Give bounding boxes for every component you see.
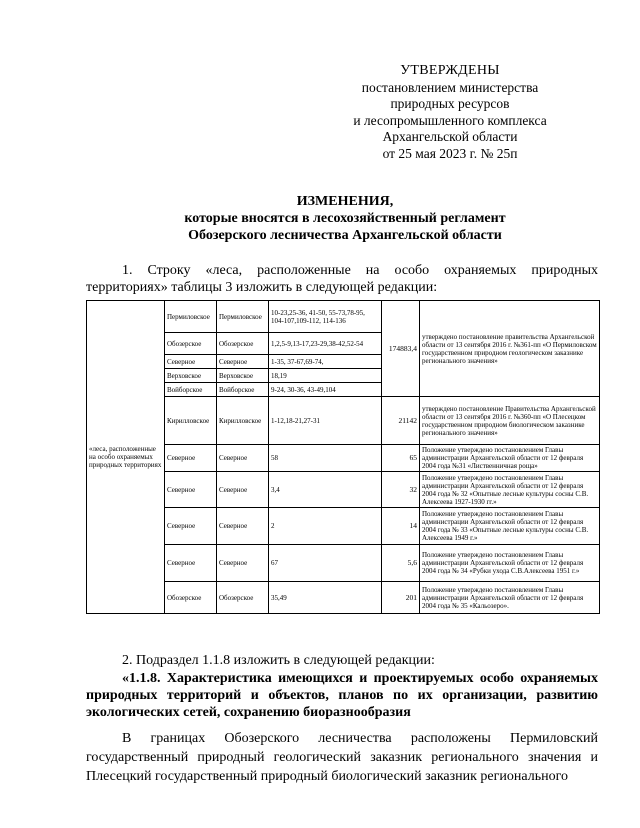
district-cell: Пермиловское xyxy=(217,301,269,333)
forestry-cell: Обозерское xyxy=(165,582,217,614)
quarters-cell: 1-35, 37-67,69-74, xyxy=(269,355,382,369)
district-cell: Обозерское xyxy=(217,582,269,614)
title-line: Обозерского лесничества Архангельской области xyxy=(188,228,502,243)
item-1-text: 1. Строку «леса, расположенные на особо охраняемых природных территориях» таблицы 3 изложить в следующей редакции: xyxy=(86,263,598,295)
forestry-cell: Обозерское xyxy=(165,333,217,355)
forestry-cell: Верховское xyxy=(165,369,217,383)
approval-line: от 25 мая 2023 г. № 25п xyxy=(382,145,518,161)
quarters-cell: 2 xyxy=(269,508,382,545)
area-cell: 5,6 xyxy=(382,545,420,582)
area-cell: 201 xyxy=(382,582,420,614)
basis-cell: Положение утверждено постановлением Главы администрации Архангельской области от 12 февраля 2004 года № 32 «Опытные лесные культуры сосны С.В. Алексеева 1927-1930 гг.» xyxy=(420,472,600,508)
quarters-cell: 35,49 xyxy=(269,582,382,614)
area-cell: 174883,4 xyxy=(382,301,420,397)
quarters-cell: 67 xyxy=(269,545,382,582)
approval-heading: УТВЕРЖДЕНЫ xyxy=(400,63,500,78)
district-cell: Северное xyxy=(217,472,269,508)
area-cell: 14 xyxy=(382,508,420,545)
forestry-cell: Северное xyxy=(165,472,217,508)
forestry-cell: Кирилловское xyxy=(165,397,217,445)
approval-line: Архангельской области xyxy=(382,129,518,144)
basis-cell: утверждено постановление Правительства Архангельской области от 13 сентября 2016 г. №360-пп «О Плесецком государственном природном биологическом заказнике регионального значения» xyxy=(420,397,600,445)
district-cell: Северное xyxy=(217,355,269,369)
regulation-table xyxy=(86,300,600,614)
document-title xyxy=(60,193,630,244)
district-cell: Кирилловское xyxy=(217,397,269,445)
quarters-cell: 9-24, 30-36, 43-49,104 xyxy=(269,383,382,397)
quarters-cell: 1,2,5-9,13-17,23-29,38-42,52-54 xyxy=(269,333,382,355)
body-paragraph: В границах Обозерского лесничества расположены Пермиловский государственный природный геологический заказник регионального значения и Плесецкий государственный природный биологический заказник регионального xyxy=(86,731,598,784)
approval-line: постановлением министерства xyxy=(361,79,539,95)
subsection-heading: «1.1.8. Характеристика имеющихся и проектируемых особо охраняемых природных территорий и объектов, планов по их организации, развитию экологических сетей, сохранению биоразнообразия xyxy=(86,671,598,720)
table-row xyxy=(87,301,600,333)
quarters-cell: 18,19 xyxy=(269,369,382,383)
basis-cell: Положение утверждено постановлением Главы администрации Архангельской области от 12 февраля 2004 года №31 «Лиственничная роща» xyxy=(420,445,600,472)
approval-stamp xyxy=(340,63,560,162)
quarters-cell: 1-12,18-21,27-31 xyxy=(269,397,382,445)
basis-cell: утверждено постановление правительства Архангельской области от 13 сентября 2016 г. №361-пп «О Пермиловском государственном природном геологическом заказнике регионального значения» xyxy=(420,301,600,397)
district-cell: Северное xyxy=(217,445,269,472)
forestry-cell: Пермиловское xyxy=(165,301,217,333)
forestry-cell: Войборское xyxy=(165,383,217,397)
quarters-cell: 3,4 xyxy=(269,472,382,508)
quarters-cell: 58 xyxy=(269,445,382,472)
title-line: ИЗМЕНЕНИЯ, xyxy=(296,194,394,209)
basis-cell: Положение утверждено постановлением Главы администрации Архангельской области от 12 февраля 2004 года № 35 «Кальозеро». xyxy=(420,582,600,614)
quarters-cell: 10-23,25-36, 41-50, 55-73,78-95, 104-107,109-112, 114-136 xyxy=(269,301,382,333)
district-cell: Войборское xyxy=(217,383,269,397)
district-cell: Северное xyxy=(217,545,269,582)
forestry-cell: Северное xyxy=(165,508,217,545)
item-2-text: 2. Подраздел 1.1.8 изложить в следующей редакции: xyxy=(122,653,435,668)
forestry-cell: Северное xyxy=(165,355,217,369)
title-line: которые вносятся в лесохозяйственный регламент xyxy=(184,211,506,226)
forestry-cell: Северное xyxy=(165,445,217,472)
basis-cell: Положение утверждено постановлением Главы администрации Архангельской области от 12 февраля 2004 года № 33 «Опытные лесные культуры сосны С.В. Алексеева 1949 г.» xyxy=(420,508,600,545)
basis-cell: Положение утверждено постановлением Главы администрации Архангельской области от 12 февраля 2004 года № 34 «Рубки ухода С.В.Алексеева 1951 г.» xyxy=(420,545,600,582)
forestry-cell: Северное xyxy=(165,545,217,582)
area-cell: 32 xyxy=(382,472,420,508)
district-cell: Обозерское xyxy=(217,333,269,355)
district-cell: Верховское xyxy=(217,369,269,383)
area-cell: 21142 xyxy=(382,397,420,445)
approval-line: природных ресурсов xyxy=(390,96,510,111)
area-cell: 65 xyxy=(382,445,420,472)
category-cell: «леса, расположенные на особо охраняемых природных территориях xyxy=(87,301,165,614)
approval-line: и лесопромышленного комплекса xyxy=(353,112,547,128)
district-cell: Северное xyxy=(217,508,269,545)
